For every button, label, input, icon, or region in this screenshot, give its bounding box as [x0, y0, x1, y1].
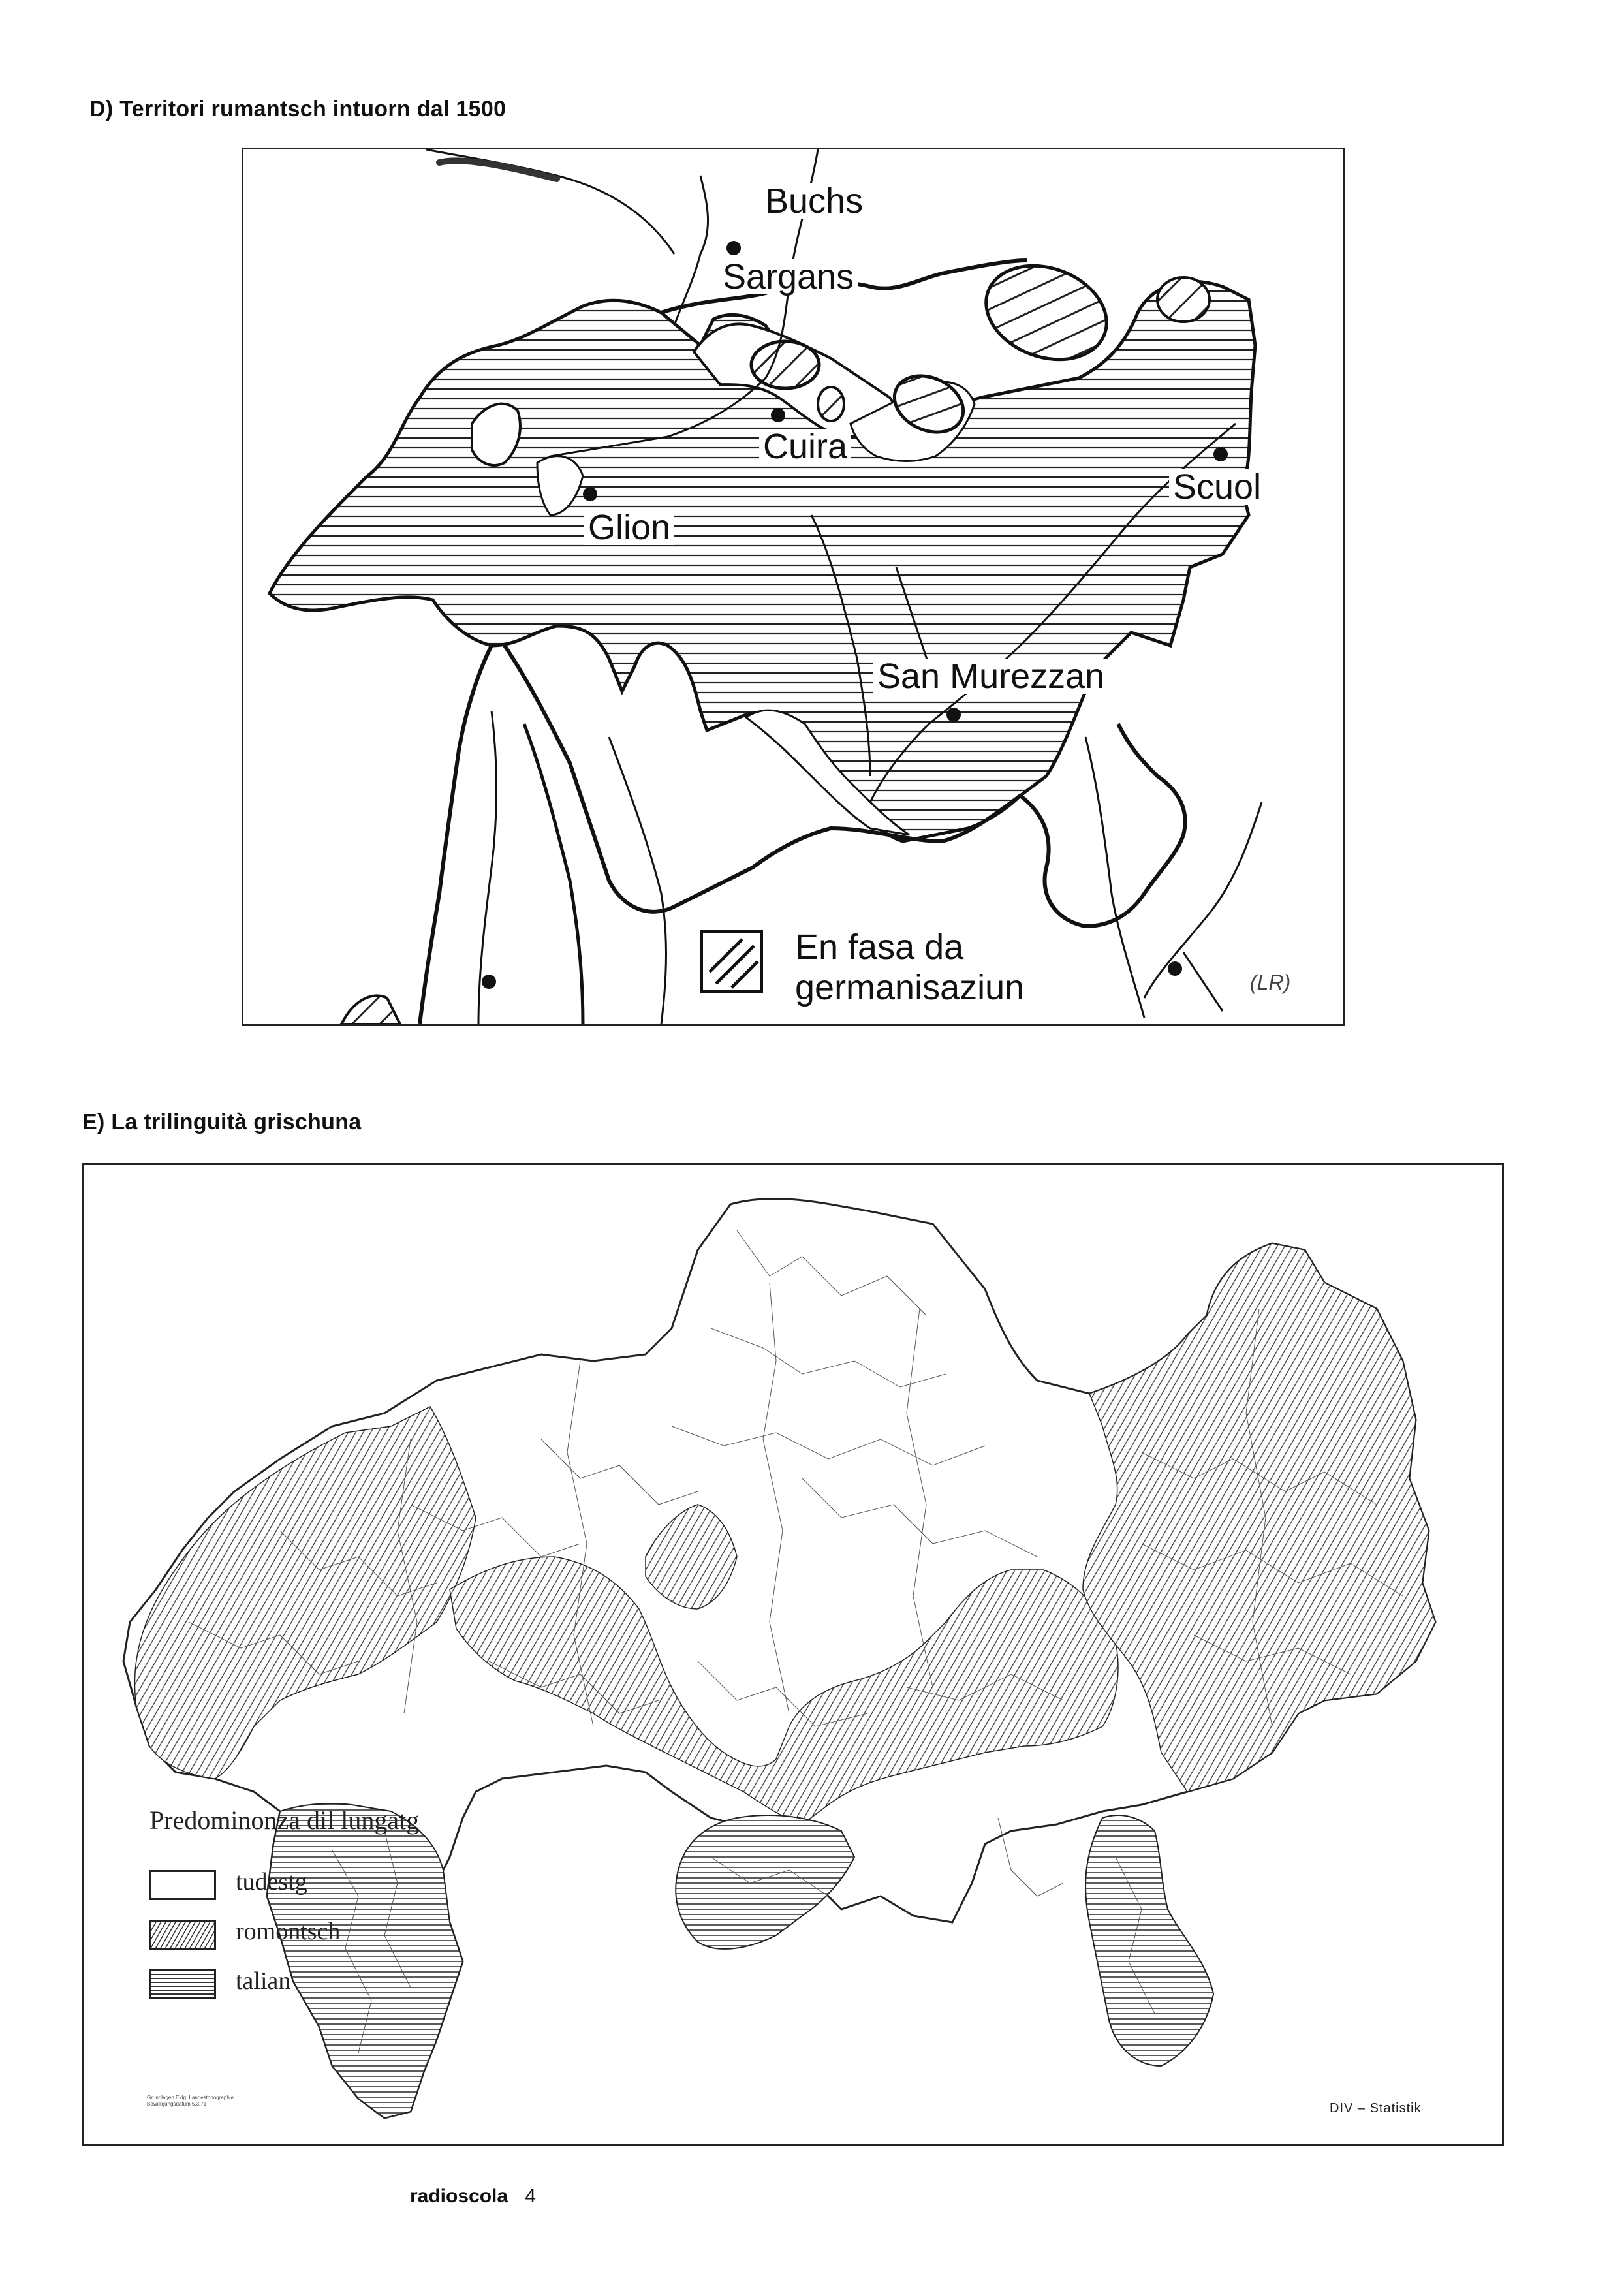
san-murezzan-label: San Murezzan	[873, 659, 1108, 694]
ticino-inner-border	[524, 724, 583, 1024]
lake-como-shore	[1183, 952, 1223, 1011]
san-murezzan-marker	[946, 708, 961, 722]
map-e-frame	[82, 1163, 1504, 2146]
germanization-legend-label-1: En fasa da	[795, 928, 964, 967]
sargans-label: Sargans	[719, 259, 858, 294]
tirano-marker	[1168, 961, 1182, 976]
glion-marker	[583, 487, 597, 501]
scuol-label: Scuol	[1169, 469, 1265, 505]
map-d-frame	[242, 148, 1345, 1026]
cuira-marker	[771, 408, 785, 422]
legend-swatch-talian	[149, 1969, 216, 1999]
south-west-germanization	[341, 995, 400, 1024]
legend-swatch-tudestg	[149, 1870, 216, 1900]
legend-label-talian: talian	[236, 1967, 291, 1995]
map-e-credit: DIV – Statistik	[1330, 2101, 1422, 2115]
scuol-marker	[1213, 447, 1228, 461]
germanization-legend-label-2: germanisaziun	[795, 968, 1025, 1007]
bellinzona-marker	[482, 975, 496, 989]
lake-walensee	[439, 161, 557, 179]
legend-swatch-romontsch	[149, 1920, 216, 1950]
montafon-germanization	[1157, 277, 1210, 322]
rhine-northwest	[426, 149, 674, 254]
prattigau-germanization	[973, 250, 1119, 376]
bregaglia-italian	[676, 1815, 854, 1949]
germanization-legend-swatch	[700, 930, 763, 993]
glion-label: Glion	[584, 510, 674, 545]
map-d-credit: (LR)	[1250, 971, 1291, 994]
buchs-marker	[726, 241, 741, 255]
poschiavo-italian	[1085, 1815, 1213, 2066]
section-d-title: D) Territori rumantsch intuorn dal 1500	[89, 97, 507, 121]
footer-page-number: 4	[525, 2185, 537, 2207]
legend-label-romontsch: romontsch	[236, 1918, 341, 1945]
map-e-drawing	[84, 1165, 1502, 2144]
language-legend-title: Predominonza dil lungatg	[149, 1805, 420, 1835]
moesano-italian	[267, 1803, 463, 2118]
cuira-label: Cuira	[759, 429, 851, 464]
section-e-title: E) La trilinguità grischuna	[82, 1110, 362, 1134]
footer-brand: radioscola	[410, 2185, 508, 2207]
river-ticino	[609, 737, 666, 1024]
adda-border	[1144, 802, 1262, 998]
small-germanization-islet	[818, 387, 844, 421]
legend-label-tudestg: tudestg	[236, 1868, 307, 1896]
buchs-label: Buchs	[761, 183, 867, 219]
river-poschiavo	[1085, 737, 1144, 1018]
topography-credit-2: Bewilligungsdatum 5.3.71	[147, 2101, 207, 2107]
diagonal-hatch-icon	[703, 933, 760, 990]
topography-credit-1: Grundlagen Eidg. Landestopographie	[147, 2095, 234, 2100]
page-footer	[410, 2185, 536, 2208]
